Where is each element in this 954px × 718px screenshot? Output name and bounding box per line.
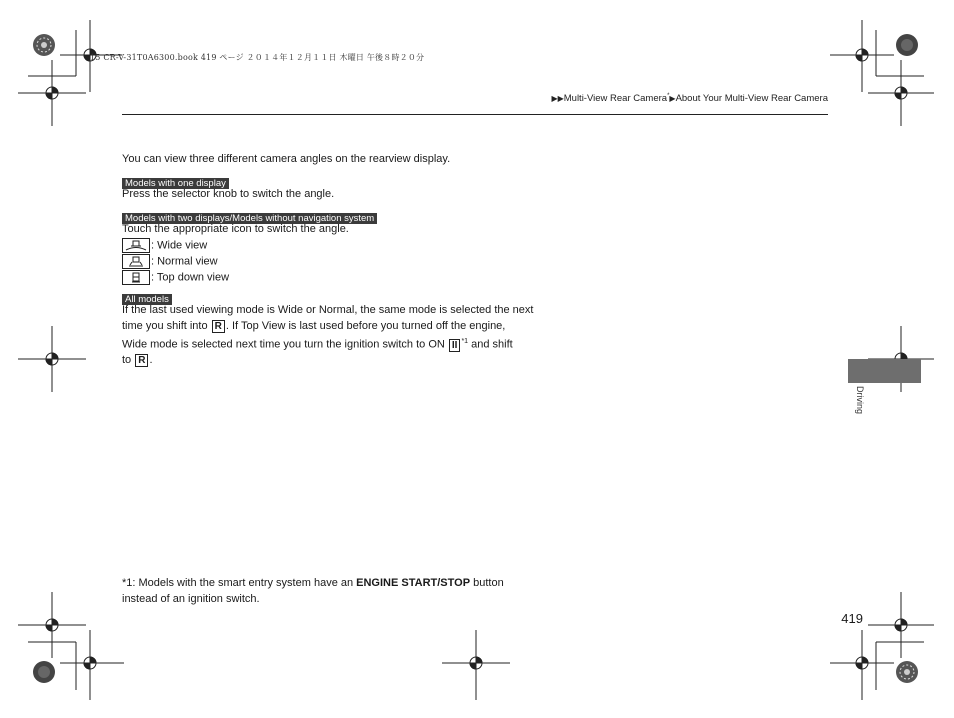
double-triangle-icon: ▶▶ [551,94,564,104]
breadcrumb-part1: Multi-View Rear Camera [563,93,668,105]
footnote-ref: *1 [461,338,469,345]
engine-start-stop-label: ENGINE START/STOP [356,577,471,589]
wide-view-icon [122,238,150,253]
page-number: 419 [841,611,863,626]
all-models-line2: time you shift into R . If Top View is last used before you turned off the engine, [122,319,506,332]
section-two-text: Touch the appropriate icon to switch the angle. [122,223,349,235]
gear-r-key-2: R [135,354,148,367]
section-tag-one-display: Models with one display [122,178,229,189]
all-models-line1: If the last used viewing mode is Wide or Normal, the same mode is selected the next [122,304,534,316]
top-down-view-icon [122,270,150,285]
chapter-side-tab[interactable] [848,359,921,383]
breadcrumb-part2: About Your Multi-View Rear Camera [675,93,828,105]
breadcrumb [551,93,828,104]
all-models-line4: to R . [122,354,153,367]
ignition-ii-key: II [449,339,461,352]
header-rule [122,114,828,115]
view-item-normal: : Normal view [122,254,229,270]
footnote-line2: instead of an ignition switch. [122,592,260,605]
triangle-icon: ▶ [669,94,676,104]
chapter-side-label: Driving [855,386,865,415]
footnote [122,576,562,607]
section-tag-two-displays: Models with two displays/Models without navigation system [122,213,377,224]
breadcrumb-asterisk: * [667,93,670,99]
intro-text: You can view three different camera angles on the rearview display. [122,153,451,165]
print-header: 15 CR-V-31T0A6300.book 419 ページ ２０１４年１２月１１日 木曜日 午後８時２０分 [90,53,425,62]
footnote-line1: *1: Models with the smart entry system have an ENGINE START/STOP button [122,577,504,589]
view-list [122,238,229,286]
section-tag-all-models: All models [122,294,172,305]
all-models-paragraph [122,303,562,369]
normal-view-icon [122,254,150,269]
section-one-text: Press the selector knob to switch the angle. [122,188,335,200]
view-item-wide: : Wide view [122,238,229,254]
all-models-line3: Wide mode is selected next time you turn the ignition switch to ON II $^{*1}$ and shift [122,338,513,351]
view-item-top-down: : Top down view [122,270,229,286]
gear-r-key: R [212,320,225,333]
